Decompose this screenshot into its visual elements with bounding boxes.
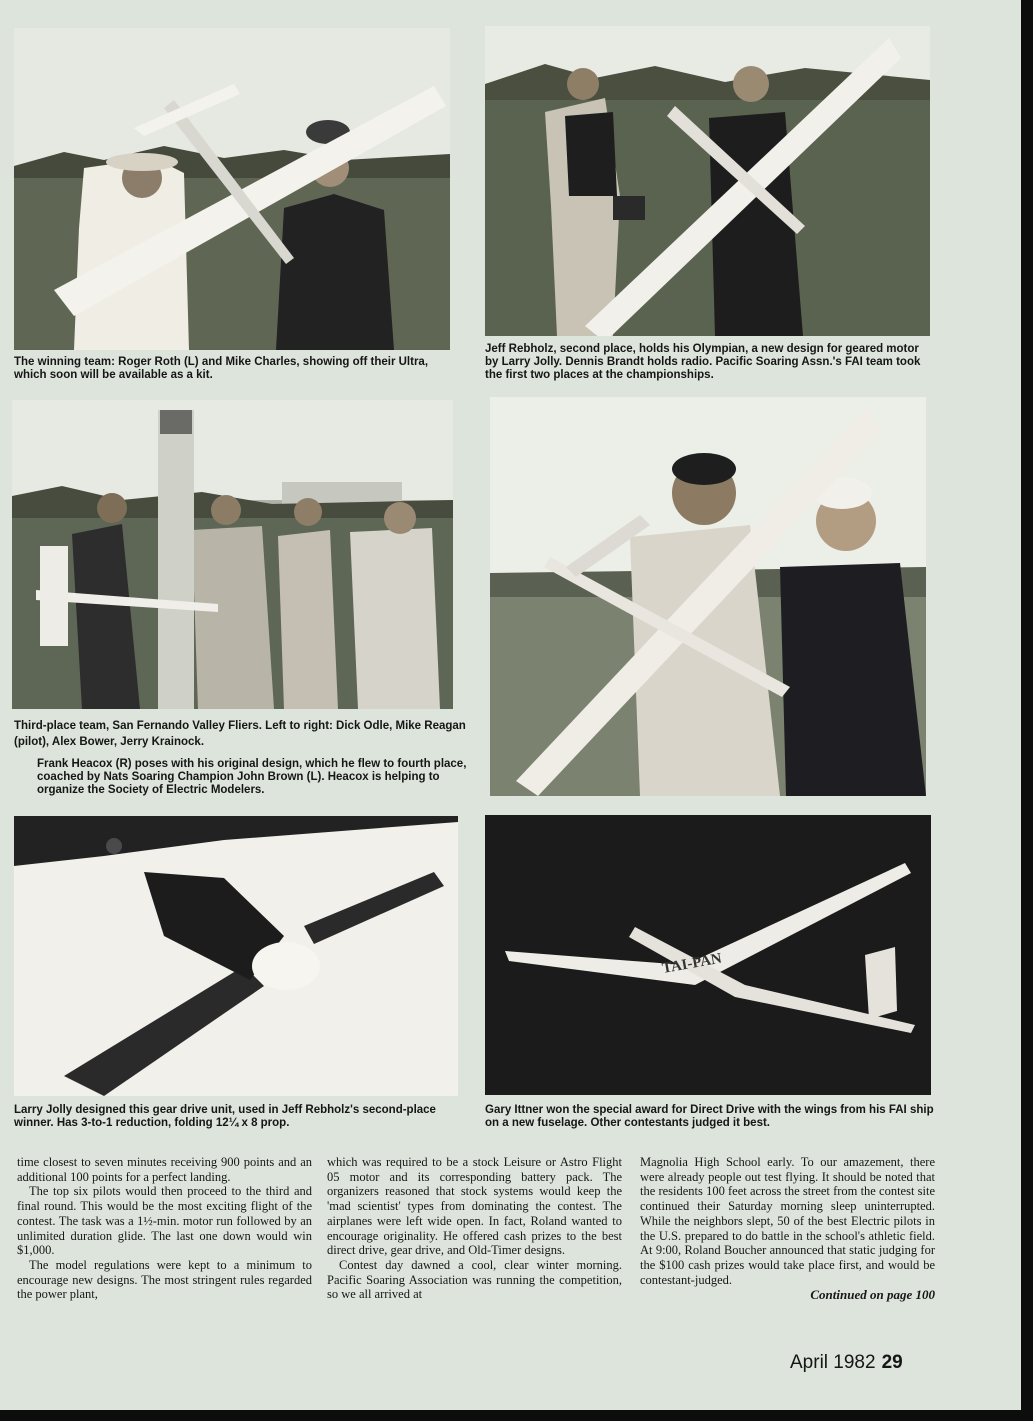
photo-gear-drive-image (14, 816, 458, 1096)
photo-third-place (12, 400, 453, 709)
article-paragraph: The top six pilots would then proceed to the third and final round. This would be the most exciting flight of the contest. The task was a 1½-min. motor run followed by an unlimited duration glide. The last one down would win $1,000. (17, 1184, 312, 1258)
photo-fourth-place (490, 397, 926, 796)
continued-note: Continued on page 100 (810, 1287, 935, 1303)
issue-date: April 1982 (790, 1352, 876, 1373)
caption-second-place: Jeff Rebholz, second place, holds his Olympian, a new design for geared motor by Larry Jolly. Dennis Brandt holds radio. Pacific Soaring Assn.'s FAI team took the first two places at the championships. (485, 343, 921, 381)
caption-fourth-place: Frank Heacox (R) poses with his original design, which he flew to fourth place, coached by Nats Soaring Champion John Brown (L). Heacox is helping to organize the Society of Electric Modelers. (37, 758, 467, 796)
article-column-1 (17, 1155, 312, 1302)
caption-direct-drive: Gary Ittner won the special award for Direct Drive with the wings from his FAI ship on a new fuselage. Other contestants judged it best. (485, 1104, 934, 1129)
article-paragraph: time closest to seven minutes receiving 900 points and an additional 100 points for a perfect landing. (17, 1155, 312, 1184)
article-column-2 (327, 1155, 622, 1302)
caption-third-place: Third-place team, San Fernando Valley Fliers. Left to right: Dick Odle, Mike Reagan (pilot), Alex Bower, Jerry Krainock. (14, 720, 466, 748)
photo-second-place-image (485, 26, 930, 336)
page-folio (790, 1352, 903, 1374)
photo-gear-drive (14, 816, 458, 1096)
photo-second-place (485, 26, 930, 336)
photo-direct-drive-image (485, 815, 931, 1095)
caption-gear-drive: Larry Jolly designed this gear drive unit, used in Jeff Rebholz's second-place winner. Has 3-to-1 reduction, folding 12¼ x 8 prop. (14, 1104, 436, 1129)
fuselage-lettering: TAI-PAN (660, 950, 724, 977)
photo-direct-drive (485, 815, 931, 1095)
scan-edge-right (1021, 0, 1033, 1421)
page-number: 29 (881, 1352, 903, 1373)
photo-winning-team-image (14, 28, 450, 350)
caption-winning-team: The winning team: Roger Roth (L) and Mike Charles, showing off their Ultra, which soon will be available as a kit. (14, 356, 429, 381)
photo-winning-team (14, 28, 450, 350)
article-paragraph: Magnolia High School early. To our amazement, there were already people out test flying. It should be noted that the residents 100 feet across the street from the contest site continued their Saturday morning sleep uninterrupted. While the neighbors slept, 50 of the best Electric pilots in the U.S. prepared to do battle in the school's athletic field. At 9:00, Roland Boucher announced that static judging for the $100 cash prizes would take place first, and would be contestant-judged. (640, 1155, 935, 1287)
scan-edge-bottom (0, 1410, 1033, 1421)
article-paragraph: which was required to be a stock Leisure or Astro Flight 05 motor and its corresponding battery pack. The organizers reasoned that stock systems would keep the 'mad scientist' types from dominating the contest. The airplanes were left wide open. In fact, Roland wanted to encourage originality. He offered cash prizes to the best direct drive, gear drive, and Old-Timer designs. (327, 1155, 622, 1258)
article-paragraph: Contest day dawned a cool, clear winter morning. Pacific Soaring Association was running the competition, so we all arrived at (327, 1257, 622, 1302)
photo-fourth-place-image (490, 397, 926, 796)
article-paragraph: The model regulations were kept to a minimum to encourage new designs. The most stringent rules regarded the power plant, (17, 1257, 312, 1302)
article-column-3 (640, 1155, 935, 1303)
photo-third-place-image (12, 400, 453, 709)
